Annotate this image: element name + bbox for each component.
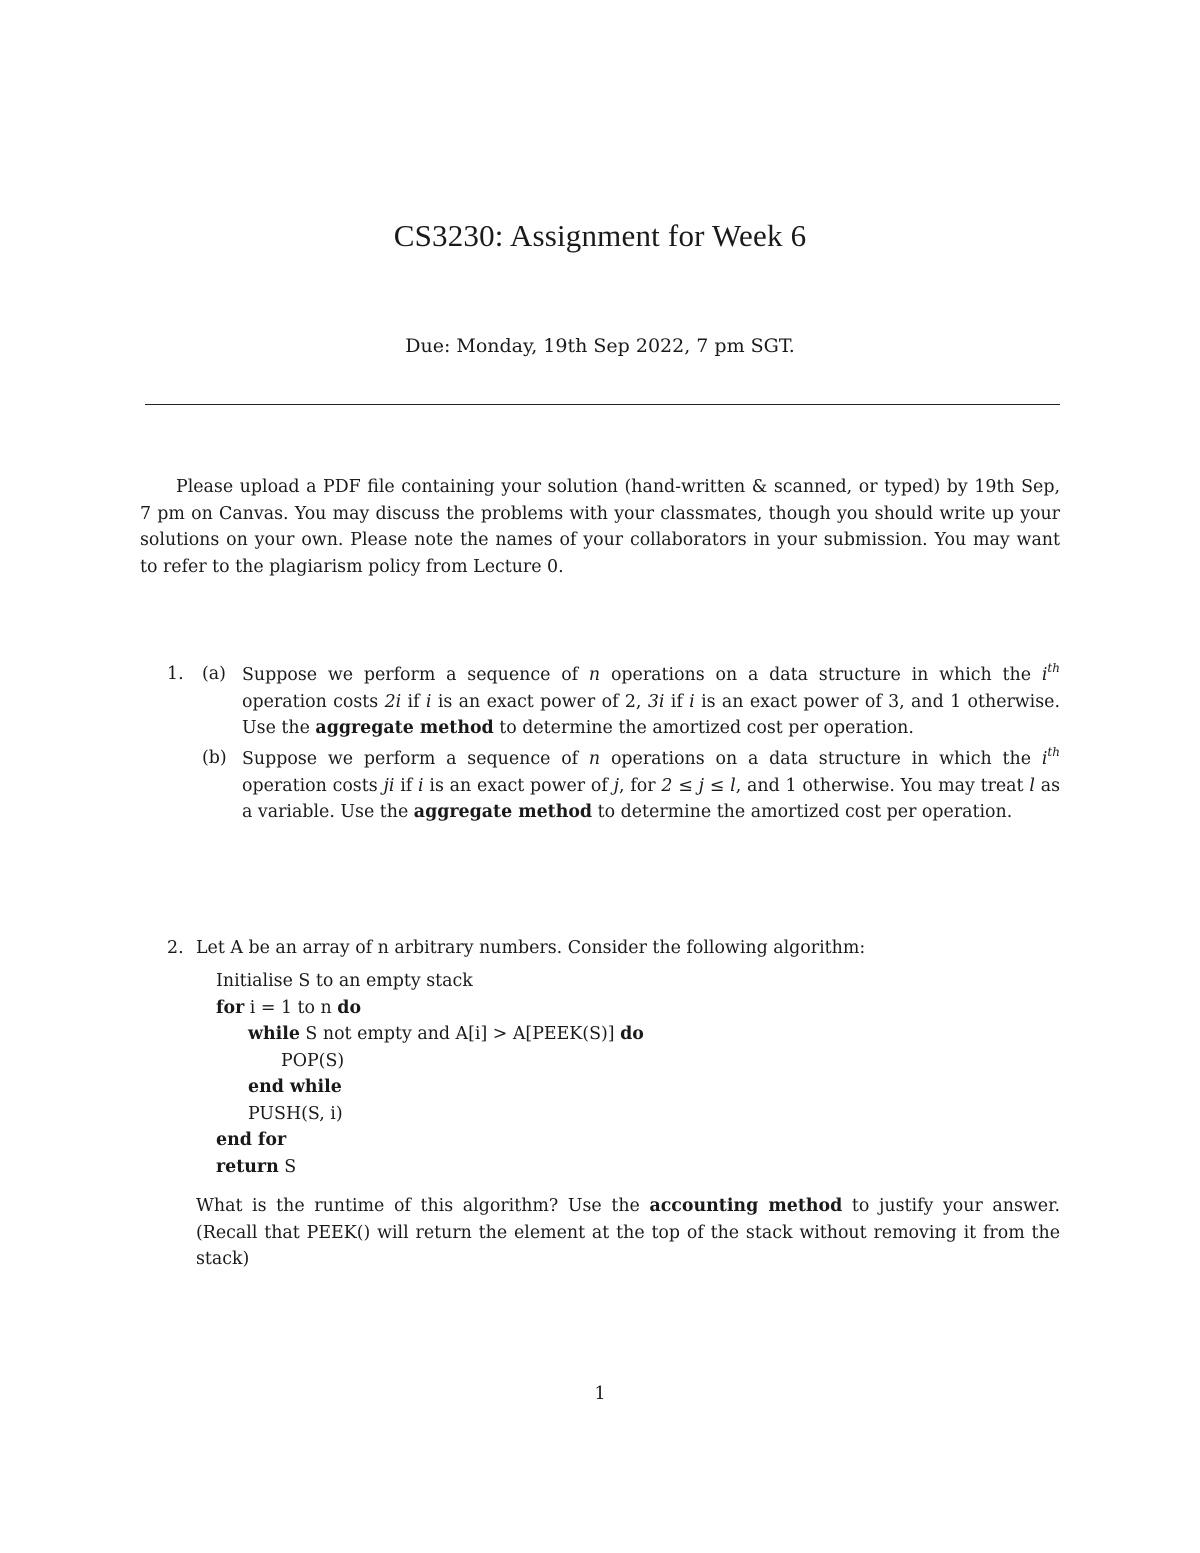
problem-1a-label: (a) (202, 664, 226, 684)
code-line-for: for i = 1 to n do (216, 998, 362, 1018)
page-number: 1 (594, 1384, 606, 1404)
problem-2-question: What is the runtime of this algorithm? Use the accounting method to justify your answer. (Recall that PEEK() will return the element at the top of the stack without removing it from the stack) (196, 1196, 1061, 1269)
code-line-push: PUSH(S, i) (248, 1104, 343, 1124)
code-line-init: Initialise S to an empty stack (216, 971, 473, 991)
code-line-end-while: end while (248, 1077, 342, 1097)
divider (145, 404, 1060, 405)
problem-1b-text: Suppose we perform a sequence of n operations on a data structure in which the $i^{th}$ operation costs ji if i is an exact power of j, for 2 ≤ j ≤ l, and 1 otherwise. You may treat l as a variable. Use the aggregate method to determine the amortized cost per operation. (242, 745, 1060, 822)
problem-2-intro: Let A be an array of n arbitrary numbers. Consider the following algorithm: (196, 938, 866, 958)
code-line-end-for: end for (216, 1130, 287, 1150)
code-line-return: return S (216, 1157, 297, 1177)
code-line-while: while S not empty and A[i] > A[PEEK(S)] do (248, 1024, 644, 1044)
problem-1b-label: (b) (202, 748, 227, 768)
code-line-pop: POP(S) (281, 1051, 345, 1071)
problem-1a-text: Suppose we perform a sequence of n operations on a data structure in which the $i^{th}$ operation costs 2i if i is an exact power of 2, 3i if i is an exact power of 3, and 1 otherwise. Use the aggregate method to determine the amortized cost per operation. (242, 661, 1060, 738)
due-date: Due: Monday, 19th Sep 2022, 7 pm SGT. (405, 335, 795, 357)
problem-1-number: 1. (167, 664, 184, 684)
intro-paragraph: Please upload a PDF file containing your solution (hand-written & scanned, or typed) by 19th Sep, 7 pm on Canvas. You may discuss the problems with your classmates, though you should write up your solutions on your own. Please note the names of your collaborators in your submission. You may want to refer to the plagiarism policy from Lecture 0. (140, 477, 1060, 577)
page-title: CS3230: Assignment for Week 6 (393, 218, 807, 253)
problem-2-number: 2. (167, 938, 184, 958)
